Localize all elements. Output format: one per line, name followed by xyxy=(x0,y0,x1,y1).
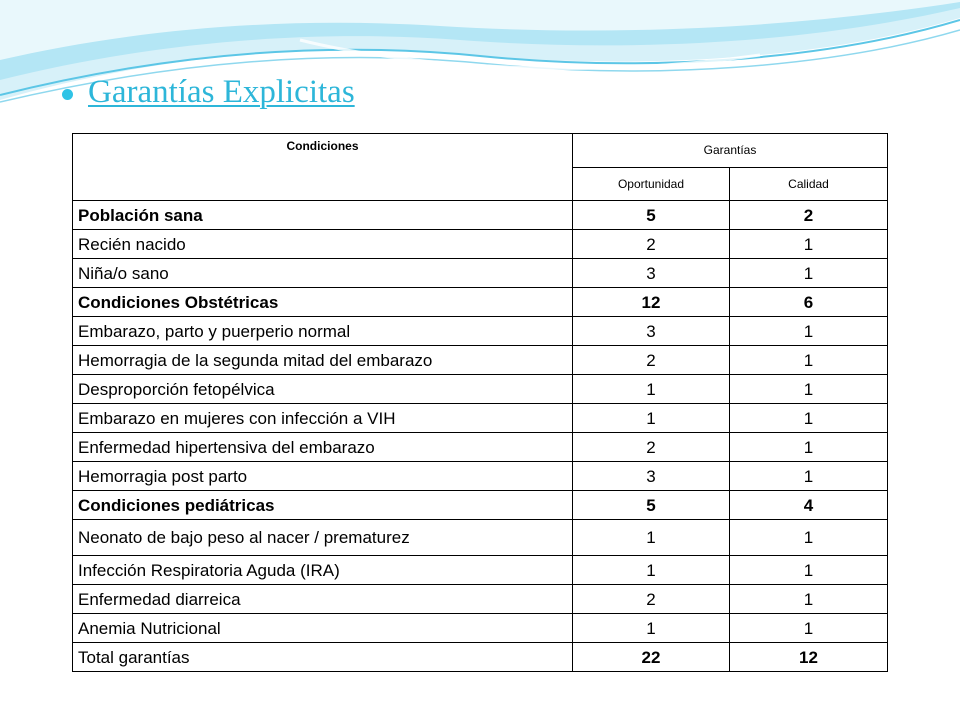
table-row xyxy=(73,230,888,259)
table-row xyxy=(73,201,888,230)
calidad-cell: 1 xyxy=(730,520,888,556)
condition-cell: Condiciones pediátricas xyxy=(73,491,573,520)
table-row xyxy=(73,614,888,643)
oportunidad-cell: 2 xyxy=(573,585,730,614)
oportunidad-cell: 2 xyxy=(573,230,730,259)
condition-cell: Desproporción fetopélvica xyxy=(73,375,573,404)
table-row xyxy=(73,520,888,556)
oportunidad-cell: 3 xyxy=(573,462,730,491)
condition-cell: Embarazo en mujeres con infección a VIH xyxy=(73,404,573,433)
oportunidad-cell: 1 xyxy=(573,520,730,556)
condition-cell: Anemia Nutricional xyxy=(73,614,573,643)
calidad-cell: 1 xyxy=(730,585,888,614)
condition-cell: Embarazo, parto y puerperio normal xyxy=(73,317,573,346)
oportunidad-cell: 1 xyxy=(573,556,730,585)
condition-cell: Infección Respiratoria Aguda (IRA) xyxy=(73,556,573,585)
condition-cell: Niña/o sano xyxy=(73,259,573,288)
condition-cell: Enfermedad hipertensiva del embarazo xyxy=(73,433,573,462)
calidad-cell: 1 xyxy=(730,462,888,491)
calidad-cell: 1 xyxy=(730,346,888,375)
calidad-cell: 1 xyxy=(730,259,888,288)
calidad-cell: 1 xyxy=(730,614,888,643)
page-title[interactable]: Garantías Explicitas xyxy=(88,74,355,110)
table-row xyxy=(73,346,888,375)
column-header-oportunidad: Oportunidad xyxy=(573,167,730,201)
condition-cell: Condiciones Obstétricas xyxy=(73,288,573,317)
calidad-cell: 1 xyxy=(730,375,888,404)
table-row xyxy=(73,462,888,491)
table-row xyxy=(73,259,888,288)
table-row xyxy=(73,556,888,585)
oportunidad-cell: 5 xyxy=(573,201,730,230)
calidad-cell: 1 xyxy=(730,556,888,585)
table-row xyxy=(73,491,888,520)
oportunidad-cell: 3 xyxy=(573,259,730,288)
table-row xyxy=(73,404,888,433)
table-header-row xyxy=(73,134,888,168)
condition-cell: Hemorragia de la segunda mitad del embarazo xyxy=(73,346,573,375)
calidad-cell: 1 xyxy=(730,317,888,346)
oportunidad-cell: 1 xyxy=(573,375,730,404)
condition-cell: Población sana xyxy=(73,201,573,230)
calidad-cell: 6 xyxy=(730,288,888,317)
oportunidad-cell: 1 xyxy=(573,404,730,433)
oportunidad-cell: 1 xyxy=(573,614,730,643)
table-row xyxy=(73,375,888,404)
column-header-garantias: Garantías xyxy=(573,134,888,168)
calidad-cell: 1 xyxy=(730,230,888,259)
calidad-cell: 2 xyxy=(730,201,888,230)
oportunidad-cell: 2 xyxy=(573,433,730,462)
oportunidad-cell: 5 xyxy=(573,491,730,520)
column-header-condiciones: Condiciones xyxy=(73,134,573,201)
calidad-cell: 12 xyxy=(730,643,888,672)
condition-cell: Enfermedad diarreica xyxy=(73,585,573,614)
table-row xyxy=(73,585,888,614)
condition-cell: Recién nacido xyxy=(73,230,573,259)
calidad-cell: 1 xyxy=(730,433,888,462)
table-row xyxy=(73,317,888,346)
calidad-cell: 4 xyxy=(730,491,888,520)
column-header-calidad: Calidad xyxy=(730,167,888,201)
bullet-icon xyxy=(62,89,73,100)
condition-cell: Total garantías xyxy=(73,643,573,672)
table-row xyxy=(73,433,888,462)
calidad-cell: 1 xyxy=(730,404,888,433)
table-row xyxy=(73,288,888,317)
oportunidad-cell: 3 xyxy=(573,317,730,346)
guarantees-table xyxy=(72,133,888,672)
condition-cell: Neonato de bajo peso al nacer / prematurez xyxy=(73,520,573,556)
oportunidad-cell: 12 xyxy=(573,288,730,317)
table-row xyxy=(73,643,888,672)
oportunidad-cell: 2 xyxy=(573,346,730,375)
oportunidad-cell: 22 xyxy=(573,643,730,672)
condition-cell: Hemorragia post parto xyxy=(73,462,573,491)
